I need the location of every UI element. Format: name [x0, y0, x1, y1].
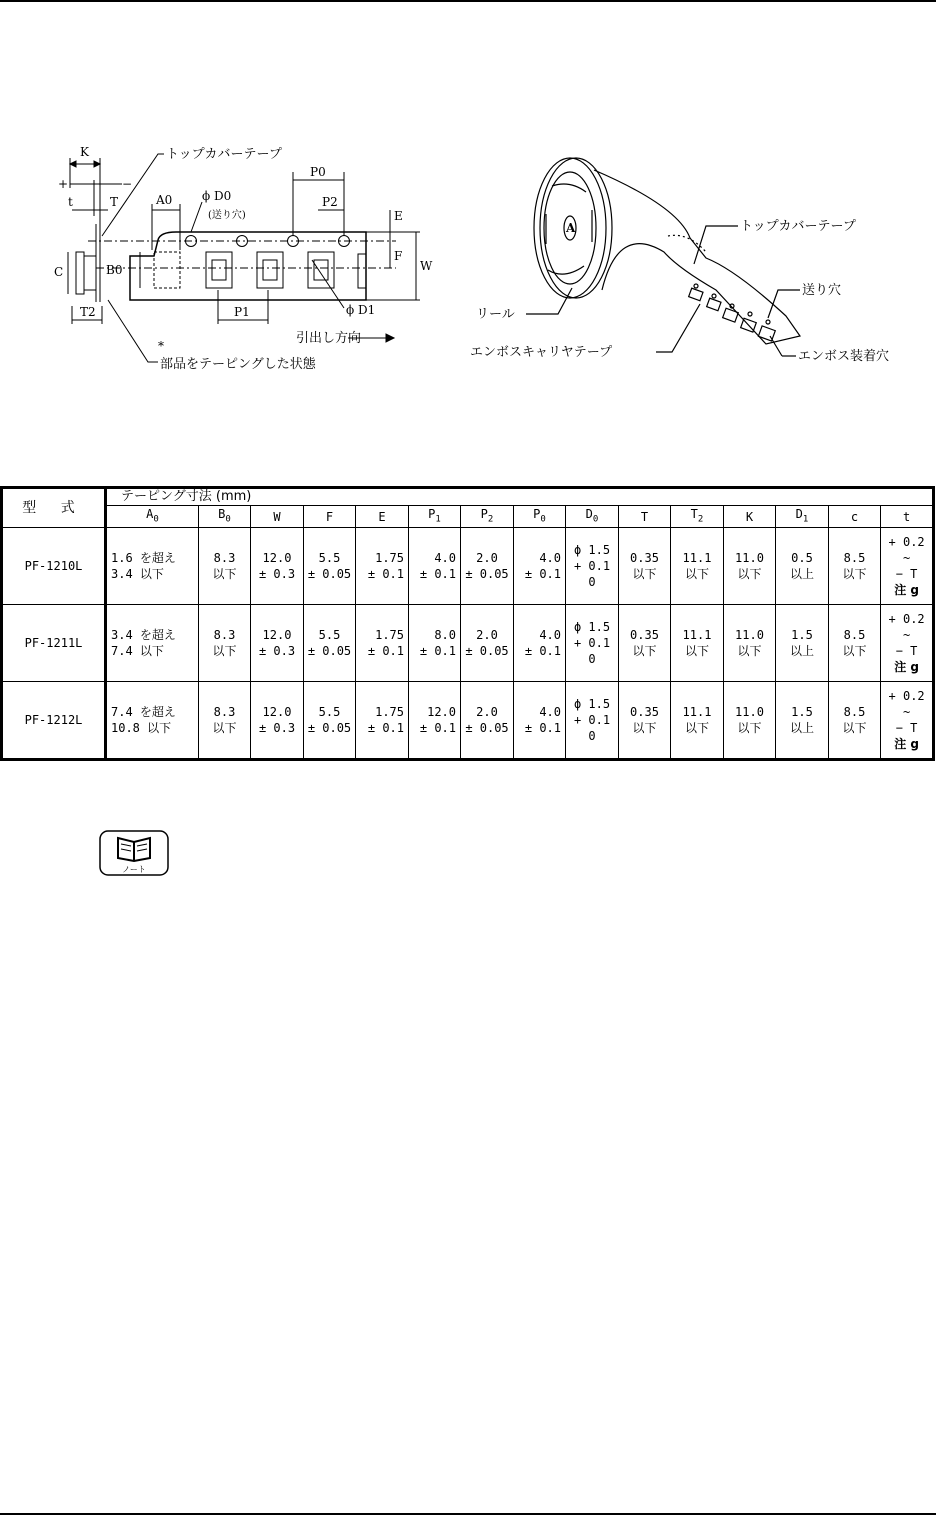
- reel-mark: A: [566, 221, 576, 235]
- note-icon-label: ノート: [122, 865, 146, 874]
- value-cell: 11.1 以下: [671, 682, 724, 760]
- value-cell: 11.1 以下: [671, 605, 724, 682]
- taped-state-label: 部品をテーピングした状態: [160, 357, 316, 372]
- value-cell: 8.3 以下: [199, 528, 251, 605]
- asterisk-label: *: [158, 339, 164, 353]
- value-cell: 2.0 ± 0.05: [461, 682, 514, 760]
- emboss-tape-label: エンボスキャリヤテープ: [470, 345, 613, 360]
- value-cell: 0.5 以上: [776, 528, 829, 605]
- reel-top-cover-tape-label: トップカバーテープ: [740, 219, 856, 234]
- value-cell: 1.5 以上: [776, 605, 829, 682]
- value-cell: 11.1 以下: [671, 528, 724, 605]
- value-cell: 8.5 以下: [829, 605, 881, 682]
- dim-p2-label: P2: [322, 195, 338, 209]
- value-cell: 8.3 以下: [199, 605, 251, 682]
- column-header: $T_2$: [671, 506, 724, 528]
- value-cell: 1.75 ± 0.1: [356, 605, 409, 682]
- value-cell: 3.4 を超え 7.4 以下: [106, 605, 199, 682]
- value-cell: + 0.2 ~ − T 注 g: [881, 605, 934, 682]
- value-cell: 12.0 ± 0.3: [251, 605, 304, 682]
- value-cell: 4.0 ± 0.1: [514, 682, 566, 760]
- value-cell: 0.35 以下: [619, 528, 671, 605]
- column-header: K: [724, 506, 776, 528]
- value-cell: + 0.2 ~ − T 注 g: [881, 528, 934, 605]
- dim-b0-label: B0: [106, 263, 123, 277]
- table-row: [2, 682, 934, 760]
- value-cell: 4.0 ± 0.1: [514, 528, 566, 605]
- taping-dimension-table: [0, 486, 935, 761]
- dim-plus-label: +: [58, 177, 69, 191]
- dim-w-label: W: [420, 259, 433, 273]
- value-cell: 11.0 以下: [724, 682, 776, 760]
- table-row: [2, 605, 934, 682]
- column-header: c: [829, 506, 881, 528]
- column-header: $B_0$: [199, 506, 251, 528]
- value-cell: 4.0 ± 0.1: [409, 528, 461, 605]
- column-header: t: [881, 506, 934, 528]
- model-cell: PF-1210L: [2, 528, 106, 605]
- column-header: F: [304, 506, 356, 528]
- dim-t2-label: T2: [80, 305, 96, 319]
- column-header: $D_1$: [776, 506, 829, 528]
- value-cell: 12.0 ± 0.3: [251, 682, 304, 760]
- value-cell: 7.4 を超え 10.8 以下: [106, 682, 199, 760]
- value-cell: 1.75 ± 0.1: [356, 528, 409, 605]
- value-cell: 5.5 ± 0.05: [304, 528, 356, 605]
- value-cell: 1.75 ± 0.1: [356, 682, 409, 760]
- top-cover-tape-label: トップカバーテープ: [166, 147, 282, 162]
- value-cell: 1.5 以上: [776, 682, 829, 760]
- column-header: $P_1$: [409, 506, 461, 528]
- dim-a0-label: A0: [156, 193, 173, 207]
- dim-d0-label: ϕ D0: [202, 189, 232, 203]
- tape-dimension-diagram: [48, 140, 468, 380]
- value-cell: 8.5 以下: [829, 528, 881, 605]
- dim-e-label: E: [394, 209, 403, 223]
- value-cell: 2.0 ± 0.05: [461, 605, 514, 682]
- note-book-icon: [99, 830, 169, 876]
- value-cell: + 0.2 ~ − T 注 g: [881, 682, 934, 760]
- value-cell: 4.0 ± 0.1: [514, 605, 566, 682]
- column-header: $D_0$: [566, 506, 619, 528]
- reel-label: リール: [476, 307, 515, 322]
- value-cell: 5.5 ± 0.05: [304, 605, 356, 682]
- dim-t-label: T: [110, 195, 119, 209]
- value-cell: 5.5 ± 0.05: [304, 682, 356, 760]
- value-cell: 11.0 以下: [724, 528, 776, 605]
- value-cell: 8.0 ± 0.1: [409, 605, 461, 682]
- value-cell: ϕ 1.5 + 0.1 0: [566, 605, 619, 682]
- table-row: [2, 528, 934, 605]
- model-header: 型 式: [2, 488, 106, 528]
- dim-t-small-label: t: [68, 195, 73, 209]
- emboss-hole-label: エンボス装着穴: [798, 349, 890, 364]
- column-header: $P_2$: [461, 506, 514, 528]
- value-cell: 8.3 以下: [199, 682, 251, 760]
- value-cell: 1.6 を超え 3.4 以下: [106, 528, 199, 605]
- reel-diagram: [468, 140, 932, 380]
- column-header: $P_0$: [514, 506, 566, 528]
- taping-dimension-header: テーピング寸法 (mm): [106, 488, 934, 506]
- pull-direction-label: 引出し方向: [296, 331, 362, 346]
- dim-c-label: C: [54, 265, 64, 279]
- value-cell: 0.35 以下: [619, 605, 671, 682]
- top-rule: [0, 0, 936, 2]
- dim-p0-label: P0: [310, 165, 326, 179]
- column-header: T: [619, 506, 671, 528]
- dim-k-label: K: [80, 145, 89, 159]
- value-cell: 2.0 ± 0.05: [461, 528, 514, 605]
- column-header: E: [356, 506, 409, 528]
- dim-d1-label: ϕ D1: [346, 303, 376, 317]
- value-cell: 12.0 ± 0.1: [409, 682, 461, 760]
- value-cell: ϕ 1.5 + 0.1 0: [566, 682, 619, 760]
- dim-minus-label: −: [122, 177, 133, 191]
- value-cell: 11.0 以下: [724, 605, 776, 682]
- value-cell: 12.0 ± 0.3: [251, 528, 304, 605]
- value-cell: 8.5 以下: [829, 682, 881, 760]
- feed-hole-label: 送り穴: [802, 283, 842, 298]
- feed-hole-small-label: (送り穴): [208, 210, 246, 221]
- model-cell: PF-1211L: [2, 605, 106, 682]
- dim-p1-label: P1: [234, 305, 250, 319]
- value-cell: ϕ 1.5 + 0.1 0: [566, 528, 619, 605]
- column-header: $A_0$: [106, 506, 199, 528]
- value-cell: 0.35 以下: [619, 682, 671, 760]
- column-header: W: [251, 506, 304, 528]
- model-cell: PF-1212L: [2, 682, 106, 760]
- dim-f-label: F: [394, 249, 403, 263]
